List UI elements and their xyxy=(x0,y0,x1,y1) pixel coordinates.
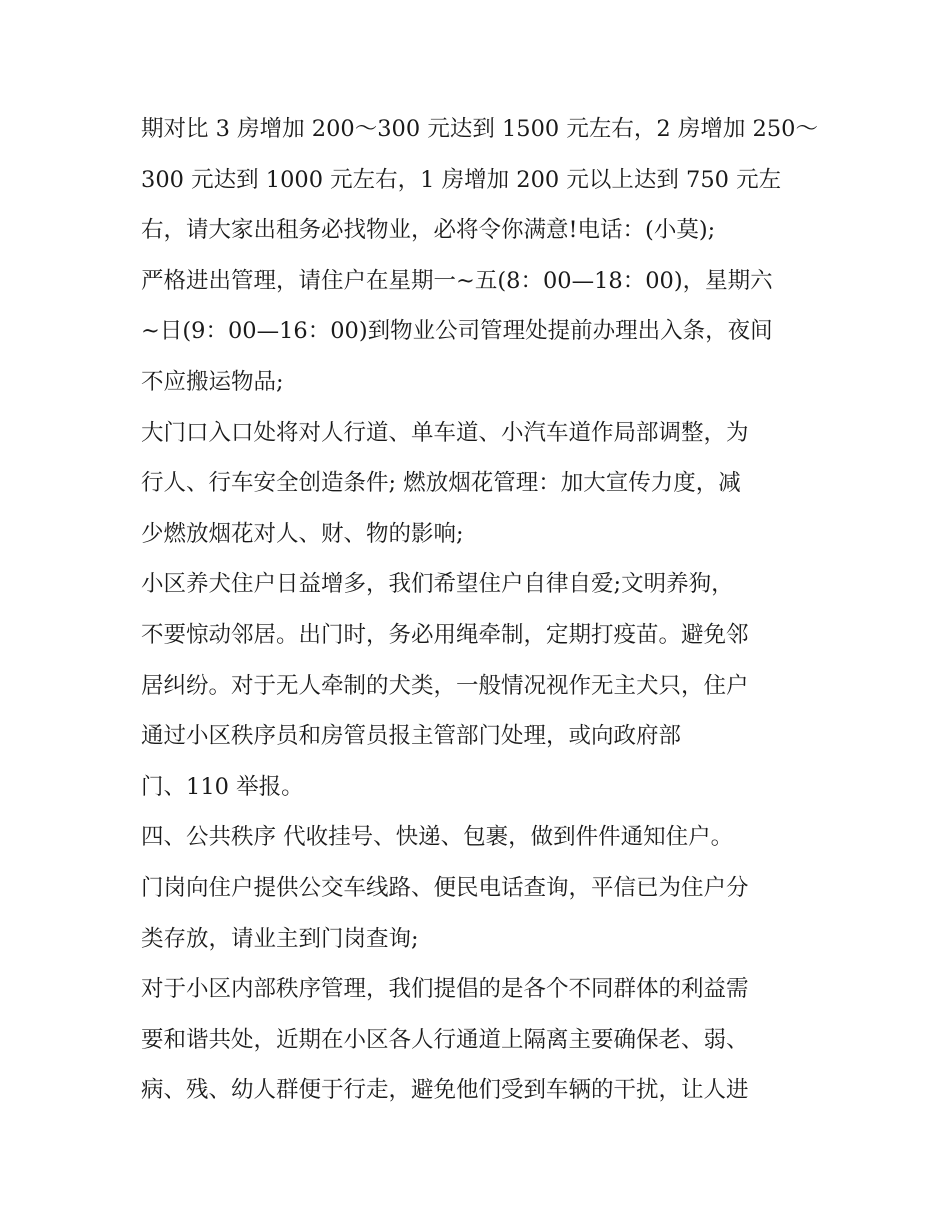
text-line: 病、残、幼人群便于行走，避免他们受到车辆的干扰，让人进 xyxy=(141,1077,749,1104)
text-line: 门岗向住户提供公交车线路、便民电话查询，平信已为住户分 xyxy=(141,874,749,901)
text-line: 不要惊动邻居。出门时，务必用绳牵制，定期打疫苗。避免邻 xyxy=(141,621,749,648)
text-line: 行人、行车安全创造条件; 燃放烟花管理：加大宣传力度，减 xyxy=(141,470,741,497)
text-line: 期对比 3 房增加 200～300 元达到 1500 元左右，2 房增加 250～ xyxy=(141,116,818,142)
document-body xyxy=(141,104,821,1116)
text-line: 通过小区秩序员和房管员报主管部门处理，或向政府部 xyxy=(141,723,682,750)
text-line: 大门口入口处将对人行道、单车道、小汽车道作局部调整，为 xyxy=(141,419,749,446)
text-line: 小区养犬住户日益增多，我们希望住户自律自爱;文明养狗， xyxy=(141,571,734,598)
text-line: 不应搬运物品; xyxy=(141,368,284,395)
text-line: 少燃放烟花对人、财、物的影响; xyxy=(141,520,464,547)
text-line: 右，请大家出租务必找物业，必将令你满意!电话：(小莫); xyxy=(141,217,716,244)
text-line: 类存放，请业主到门岗查询; xyxy=(141,925,419,952)
text-line: 300 元达到 1000 元左右，1 房增加 200 元以上达到 750 元左 xyxy=(141,166,782,193)
text-line: 四、公共秩序 代收挂号、快递、包裹，做到件件通知住户。 xyxy=(141,824,734,851)
text-line: 要和谐共处，近期在小区各人行通道上隔离主要确保老、弱、 xyxy=(141,1026,749,1053)
text-line: 门、110 举报。 xyxy=(141,773,304,800)
text-line: 对于小区内部秩序管理，我们提倡的是各个不同群体的利益需 xyxy=(141,976,749,1003)
text-line: 严格进出管理，请住户在星期一~五(8：00—18：00)，星期六 xyxy=(141,267,773,294)
text-line: 居纠纷。对于无人牵制的犬类，一般情况视作无主犬只，住户 xyxy=(141,672,749,699)
text-line: ~日(9：00—16：00)到物业公司管理处提前办理出入条，夜间 xyxy=(141,318,773,345)
